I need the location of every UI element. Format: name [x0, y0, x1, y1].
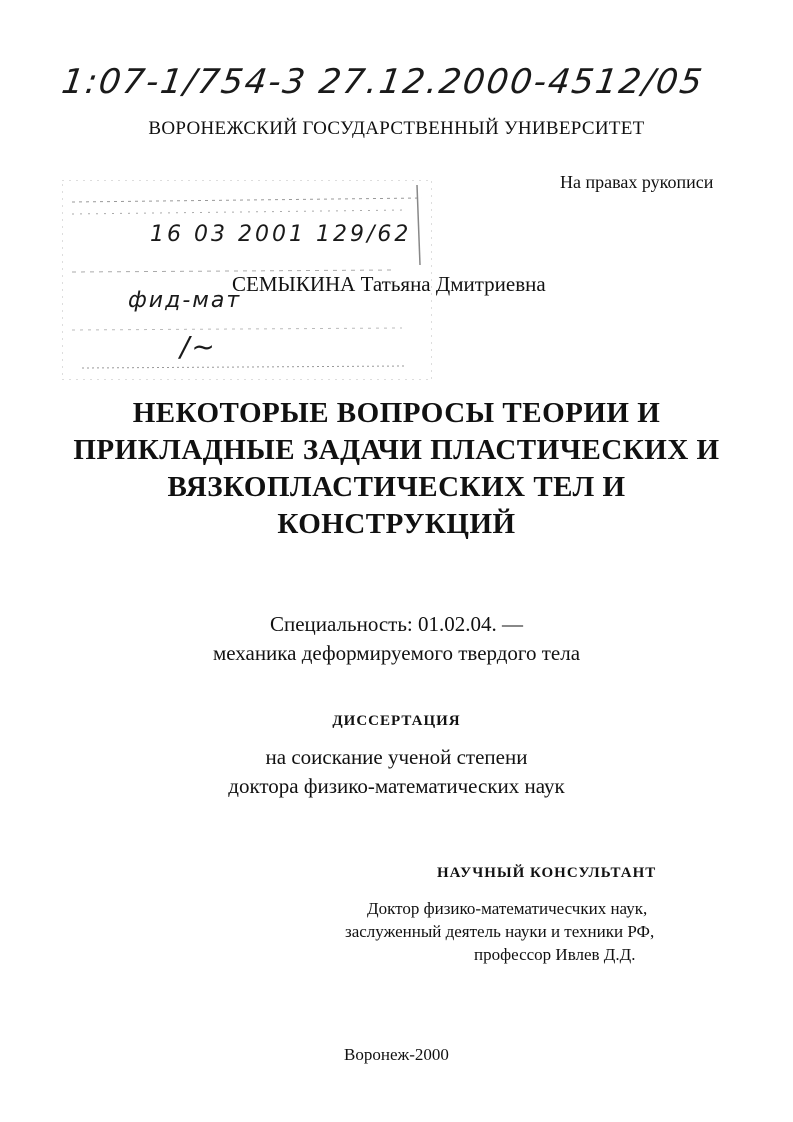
stamp-signature-mark: /~ [180, 330, 217, 363]
title-line: КОНСТРУКЦИЙ [277, 508, 516, 540]
consultant-label: НАУЧНЫЙ КОНСУЛЬТАНТ [437, 865, 657, 881]
title-line: НЕКОТОРЫЕ ВОПРОСЫ ТЕОРИИ И [132, 397, 661, 429]
stamp-date-handwritten: 16 03 2001 129/62 [150, 222, 412, 247]
stamp-handwritten-note: фид-мат [128, 288, 242, 313]
degree-line: доктора физико-математических наук [228, 774, 565, 798]
title-line: ВЯЗКОПЛАСТИЧЕСКИХ ТЕЛ И [167, 471, 626, 503]
consultant-title: заслуженный деятель науки и техники РФ, [345, 922, 655, 941]
city-year: Воронеж-2000 [344, 1045, 449, 1064]
specialty-block [0, 610, 793, 668]
consultant-degree: Доктор физико-математичесчких наук, [367, 899, 648, 918]
specialty-code: Специальность: 01.02.04. — [269, 612, 524, 636]
degree-block [0, 743, 793, 801]
dissertation-label: ДИССЕРТАЦИЯ [332, 713, 461, 729]
handwritten-registration-code: 1:07-1/754-3 27.12.2000-4512/05 [59, 62, 707, 102]
degree-line: на соискание ученой степени [265, 745, 528, 769]
specialty-name: механика деформируемого твердого тела [212, 641, 581, 665]
dissertation-title [40, 395, 753, 543]
consultant-name: профессор Ивлев Д.Д. [474, 945, 636, 964]
author-name: СЕМЫКИНА Татьяна Дмитриевна [232, 272, 546, 296]
university-name: ВОРОНЕЖСКИЙ ГОСУДАРСТВЕННЫЙ УНИВЕРСИТЕТ [148, 118, 645, 139]
title-line: ПРИКЛАДНЫЕ ЗАДАЧИ ПЛАСТИЧЕСКИХ И [73, 434, 720, 466]
manuscript-rights-note: На правах рукописи [560, 172, 714, 192]
